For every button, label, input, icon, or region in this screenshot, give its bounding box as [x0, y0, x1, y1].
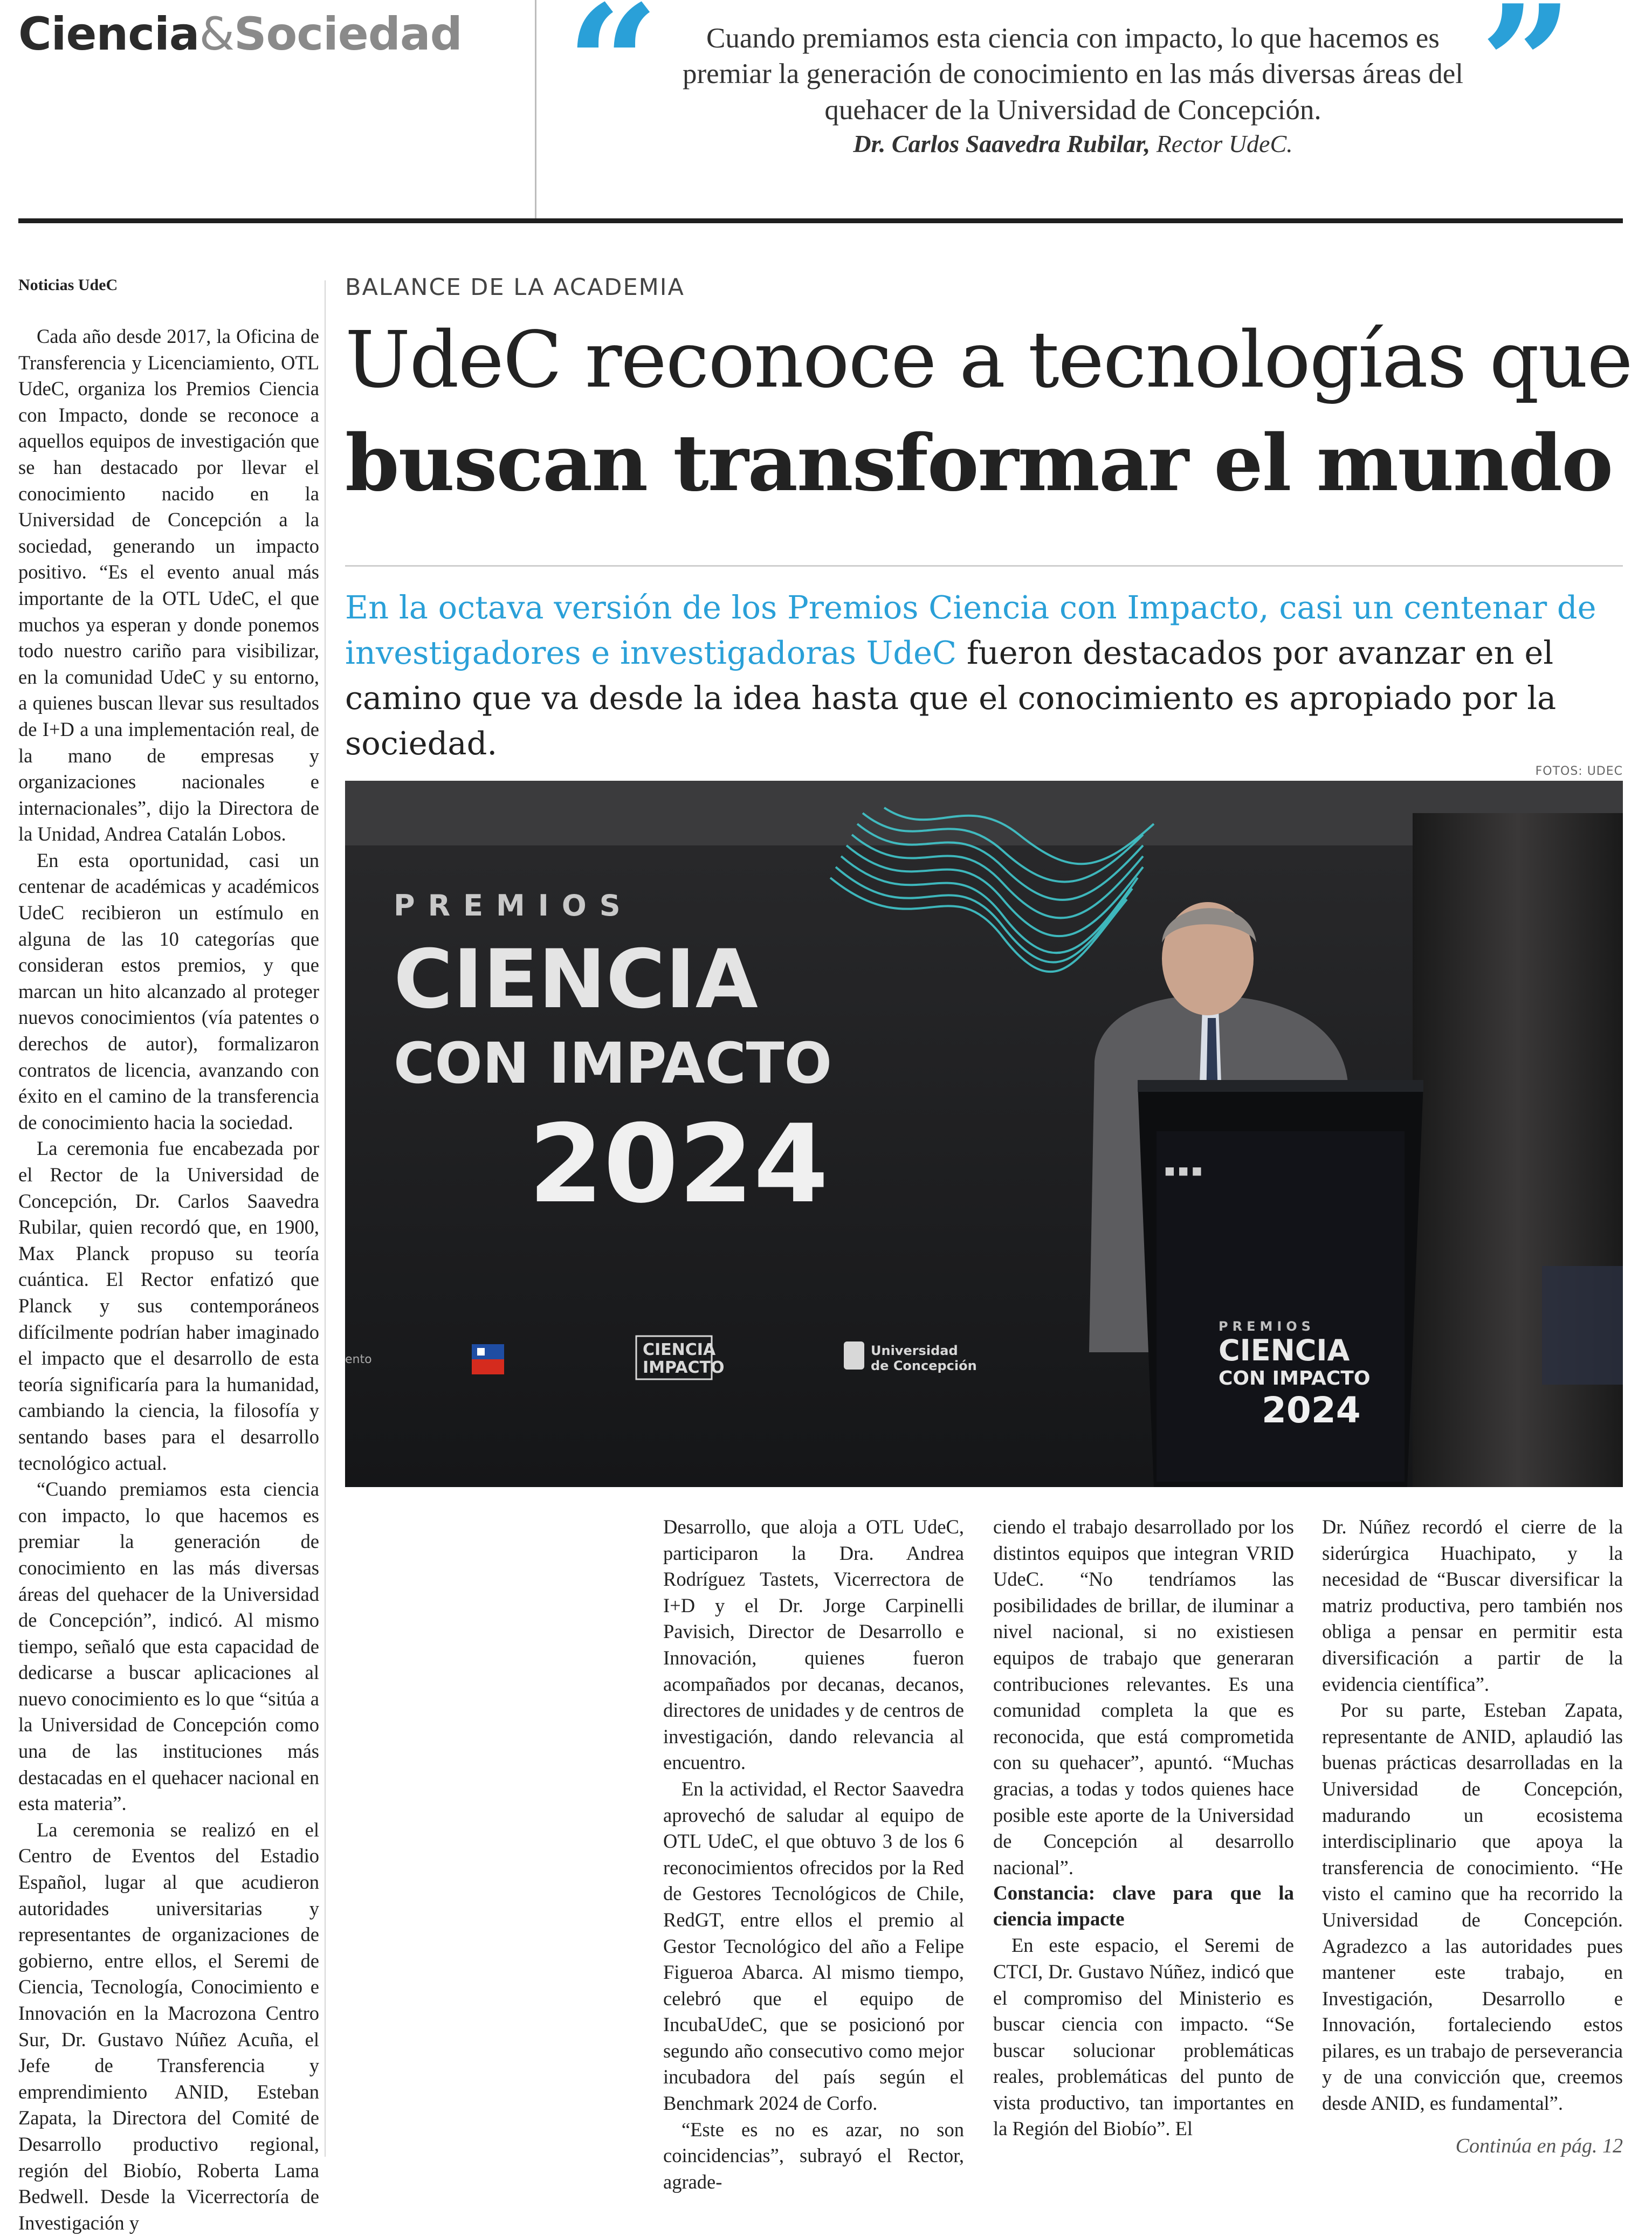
curtain	[1413, 813, 1623, 1487]
photo-credit: FOTOS: UDEC	[1535, 765, 1623, 778]
body-column-1	[18, 324, 319, 2236]
svg-text:■ ■ ■: ■ ■ ■	[1165, 1164, 1202, 1177]
podium-ciencia: CIENCIA	[1219, 1333, 1350, 1367]
podium-premios: PREMIOS	[1219, 1319, 1315, 1334]
event-photo-illustration	[345, 781, 1623, 1487]
kicker: BALANCE DE LA ACADEMIA	[345, 274, 685, 301]
logo-impacto-text: IMPACTO	[643, 1358, 725, 1377]
screen-premios: PREMIOS	[394, 889, 634, 923]
pull-quote-attribution	[671, 129, 1475, 158]
lead-rest: fueron destacados por avanzar en el camino que va desde la idea hasta que el conocimiento es apropiado por la sociedad.	[345, 634, 1557, 762]
headline-rule	[345, 565, 1623, 567]
body-column-4	[1322, 1514, 1623, 2117]
paragraph: La ceremonia fue encabezada por el Rector de la Universidad de Concepción, Dr. Carlos Saavedra Rubilar, quien recordó que, en 1900, Max Planck propuso su teoría cuántica. El Rector enfatizó que Planck y sus contemporáneos difícilmente podrían haber imaginado el impacto que el desarrollo de esta teoría significaría para la humanidad, cambiando la ciencia, la filosofía y sentando bases para el desarrollo tecnológico actual.	[18, 1137, 319, 1474]
column-divider	[325, 280, 326, 2157]
body-column-2	[663, 1514, 964, 2195]
logo-gobierno-chile	[472, 1344, 504, 1374]
paragraph: Por su parte, Esteban Zapata, representante de ANID, aplaudió las buenas prácticas desarrolladas en la Universidad de Concepción, madurando un ecosistema interdisciplinario que apoya la transferencia de conocimiento. “He visto el camino que ha recorrido la Universidad de Concepción. Agradezco a las autoridades pues mantener este trabajo, en Investigación, Desarrollo e Innovación, fortaleciendo estos pilares, es un trabajo de perseverancia y de una convicción que, creemos desde ANID, es fundamental”.	[1322, 1699, 1623, 2115]
pull-quote-text: Cuando premiamos esta ciencia con impacto, lo que hacemos es premiar la generación de conocimiento en las más diversas áreas del quehacer de la Universidad de Concepción.	[682, 23, 1464, 126]
quote-open-icon: “	[566, 0, 659, 160]
quote-close-icon: ”	[1480, 0, 1573, 160]
brand-sociedad: Sociedad	[234, 8, 462, 60]
section-label: Noticias UdeC	[18, 276, 118, 294]
paragraph: En la actividad, el Rector Saavedra aprovechó de saludar al equipo de OTL UdeC, el que obtuvo 3 de los 6 reconocimientos ofrecidos por la Red de Gestores Tecnológicos de Chile, RedGT, entre ellos el premio al Gestor Tecnológico del año a Felipe Figueroa Abarca. Al mismo tiempo, celebró que el equipo de IncubaUdeC, que se posicionó por segundo año consecutivo como mejor incubadora del país según el Benchmark 2024 de Corfo.	[663, 1777, 964, 2115]
quote-author: Dr. Carlos Saavedra Rubilar,	[853, 130, 1151, 157]
paragraph: En esta oportunidad, casi un centenar de académicas y académicos UdeC recibieron un estímulo en alguna de las 10 categorías que consideran estos premios, y que marcan un hito alcanzado al proteger nuevos conocimientos (vía patentes o derechos de autor), formalizaron contratos de licencia, avanzando con éxito en el camino de la transferencia de conocimiento hacia la sociedad.	[18, 849, 319, 1133]
paragraph: “Cuando premiamos esta ciencia con impacto, lo que hacemos es premiar la generación de conocimiento en las más diversas áreas del quehacer de la Universidad de Concepción”, indicó. Al mismo tiempo, señaló que esta capacidad de dedicarse a buscar aplicaciones al nuevo conocimiento es lo que “sitúa a la Universidad de Concepción como una de las instituciones más destacadas en el quehacer nacional en esta materia”.	[18, 1478, 319, 1815]
paragraph: En este espacio, el Seremi de CTCI, Dr. Gustavo Núñez, indicó que el compromiso del Ministerio es buscar ciencia con impacto. “Se buscar solucionar problemáticas reales, problemáticas del punto de vista productivo, tan importantes en la Región del Biobío”. El	[993, 1934, 1294, 2140]
paragraph: “Este es no es azar, no son coincidencias”, subrayó el Rector, agrade-	[663, 2118, 964, 2193]
paragraph: Dr. Núñez recordó el cierre de la siderúrgica Huachipato, y la necesidad de “Buscar diversificar la matriz productiva, pero también nos obliga a pensar en permitir esta diversificación a partir de la evidencia científica”.	[1322, 1516, 1623, 1695]
screen-partial-text: ento	[345, 1353, 372, 1366]
lead-highlight: En la octava versión de los Premios Ciencia con Impacto, casi un centenar de investigadores e investigadoras UdeC	[345, 589, 1596, 671]
screen-ciencia: CIENCIA	[394, 933, 758, 1027]
logo-ciencia-impacto	[636, 1336, 724, 1379]
header-divider	[535, 0, 536, 218]
logo-udec-line-2: de Concepción	[871, 1358, 977, 1373]
paragraph: ciendo el trabajo desarrollado por los distintos equipos que integran VRID UdeC. “No tendríamos las posibilidades de brillar, de iluminar a nivel nacional, si no existiesen equipos de trabajo que generaran contribuciones relevantes. Es una comunidad completa la que es reconocida, que está comprometida con su quehacer”, apuntó. “Muchas gracias, a todas y todos quienes hace posible este aporte de la Universidad de Concepción al desarrollo nacional”.	[993, 1516, 1294, 1879]
podium-year: 2024	[1262, 1389, 1361, 1431]
paragraph: Desarrollo, que aloja a OTL UdeC, participaron la Dra. Andrea Rodríguez Tastets, Vicerrectora de I+D y el Dr. Jorge Carpinelli Pavisich, Director de Desarrollo e Innovación, quienes fueron acompañados por decanas, decanos, directores de unidades y de centros de investigación, dando relevancia al encuentro.	[663, 1516, 964, 1774]
subheading: Constancia: clave para que la ciencia impacte	[993, 1882, 1294, 1931]
screen-year: 2024	[528, 1102, 829, 1227]
continued-note: Continúa en pág. 12	[1455, 2135, 1623, 2157]
paragraph: Cada año desde 2017, la Oficina de Transferencia y Licenciamiento, OTL UdeC, organiza los Premios Ciencia con Impacto, donde se reconoce a aquellos equipos de investigación que se han destacado por llevar el conocimiento nacido en la Universidad de Concepción a la sociedad, generando un impacto positivo. “Es el evento anual más importante de la OTL UdeC, el que muchos ya esperan y donde ponemos todo nuestro cariño para visibilizar, en la comunidad UdeC y su entorno, a quienes buscan llevar sus resultados de I+D a una implementación real, de la mano de empresas y organizaciones nacionales e internacionales”, dijo la Directora de la Unidad, Andrea Catalán Lobos.	[18, 325, 319, 845]
headline-line-2: buscan transformar el mundo	[345, 417, 1613, 508]
brand-ciencia: Ciencia	[18, 8, 199, 60]
lead-paragraph	[345, 585, 1623, 766]
event-photo	[345, 781, 1623, 1487]
header-rule	[18, 218, 1623, 223]
quote-author-role: Rector UdeC.	[1150, 130, 1293, 157]
body-column-3	[993, 1514, 1294, 2142]
screen-con-impacto: CON IMPACTO	[394, 1030, 832, 1096]
logo-ciencia-text: CIENCIA	[643, 1340, 716, 1359]
headline-line-1: UdeC reconoce a tecnologías que	[345, 314, 1632, 405]
podium	[1138, 1080, 1423, 1487]
side-equipment	[1542, 1266, 1623, 1385]
podium-con-impacto: CON IMPACTO	[1219, 1367, 1371, 1389]
logo-udec-line-1: Universidad	[871, 1343, 958, 1358]
paragraph: La ceremonia se realizó en el Centro de Eventos del Estadio Español, lugar al que acudieron autoridades universitarias y representantes de organizaciones de gobierno, entre ellos, el Seremi de Ciencia, Tecnología, Conocimiento e Innovación en la Macrozona Centro Sur, Dr. Gustavo Núñez Acuña, el Jefe de Transferencia y emprendimiento ANID, Esteban Zapata, la Directora del Comité de Desarrollo productivo regional, región del Biobío, Roberta Lama Bedwell. Desde la Vicerrectoría de Investigación y	[18, 1818, 319, 2234]
brand-ampersand: &	[199, 8, 234, 60]
section-brand	[18, 8, 462, 60]
